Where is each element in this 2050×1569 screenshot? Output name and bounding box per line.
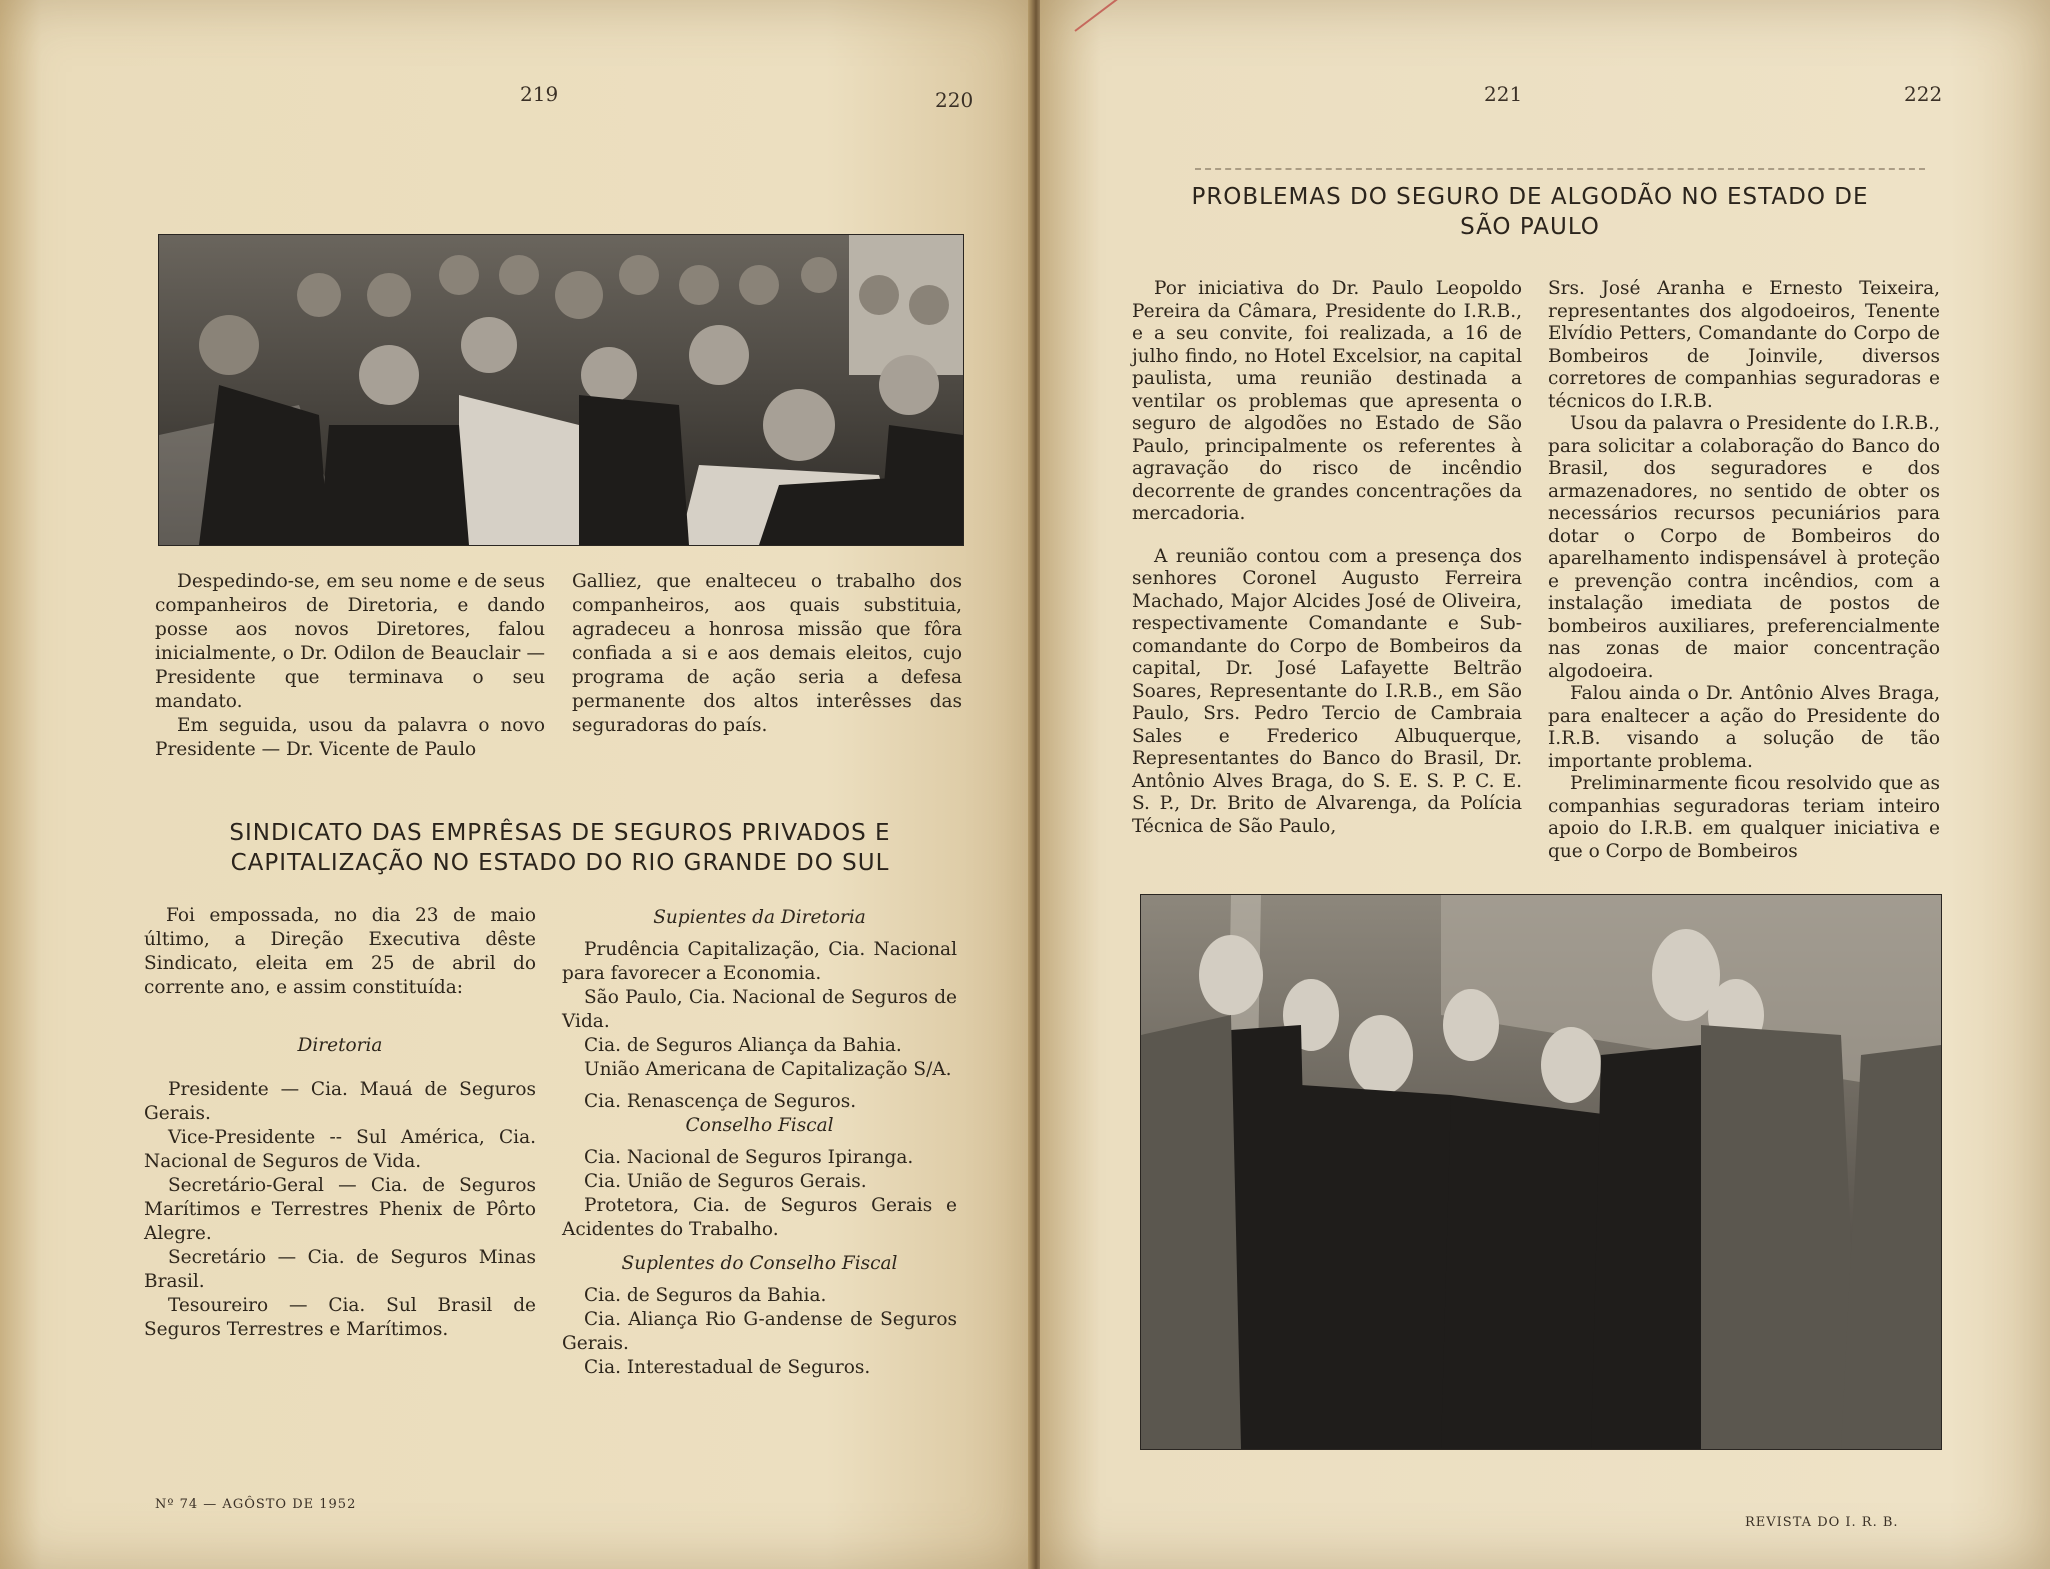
conselho-entry: Protetora, Cia. de Seguros Gerais e Acidentes do Trabalho. — [562, 1195, 957, 1240]
diretoria-entry: Secretário — Cia. de Seguros Minas Brasil. — [144, 1247, 536, 1292]
right-page — [1040, 0, 2050, 1569]
magazine-footer: REVISTA DO I. R. B. — [1745, 1515, 1899, 1530]
article-title — [1150, 182, 1910, 242]
suplentes-entry: Prudência Capitalização, Cia. Nacional para favorecer a Economia. — [562, 939, 957, 984]
suplentes-column — [562, 906, 957, 1380]
diretoria-entry: Presidente — Cia. Mauá de Seguros Gerais. — [144, 1079, 536, 1124]
conselho-fiscal-heading: Conselho Fiscal — [685, 1115, 834, 1136]
suplentes-conselho-entry: Cia. de Seguros da Bahia. — [584, 1285, 827, 1306]
diretoria-column — [144, 904, 536, 1342]
caption-column-1 — [155, 570, 545, 762]
header-dashed-rule — [1195, 168, 1925, 170]
page-number-219: 219 — [520, 82, 559, 106]
diretoria-heading: Diretoria — [297, 1035, 383, 1056]
article-paragraph: Falou ainda o Dr. Antônio Alves Braga, para enaltecer a ação do Presidente do I.R.B. visando a solução de tão importante problema. — [1548, 683, 1940, 772]
suplentes-conselho-entry: Cia. Aliança Rio G-andense de Seguros Gerais. — [562, 1309, 957, 1354]
suplentes-entry: São Paulo, Cia. Nacional de Seguros de Vida. — [562, 987, 957, 1032]
suplentes-entry: Cia. de Seguros Aliança da Bahia. — [584, 1035, 902, 1056]
caption-paragraph: Despedindo-se, em seu nome e de seus companheiros de Diretoria, e dando posse aos novos Diretores, falou inicialmente, o Dr. Odilon de Beauclair — Presidente que terminava o seu mandato. — [155, 571, 545, 712]
article-title-line2: SÃO PAULO — [1460, 214, 1600, 240]
conselho-entry: Cia. União de Seguros Gerais. — [584, 1171, 867, 1192]
sindicato-title-line2: CAPITALIZAÇÃO NO ESTADO DO RIO GRANDE DO SUL — [230, 850, 890, 876]
diretoria-entry: Secretário-Geral — Cia. de Seguros Marítimos e Terrestres Phenix de Pôrto Alegre. — [144, 1175, 536, 1244]
page-number-220: 220 — [935, 88, 974, 112]
article-title-line1: PROBLEMAS DO SEGURO DE ALGODÃO NO ESTADO DE — [1191, 184, 1869, 210]
suplentes-diretoria-heading: Supientes da Diretoria — [653, 907, 866, 928]
intro-paragraph: Foi empossada, no dia 23 de maio último, a Direção Executiva dêste Sindicato, eleita em 25 de abril do corrente ano, e assim constituída: — [144, 905, 536, 998]
conselho-entry: Cia. Nacional de Seguros Ipiranga. — [584, 1147, 914, 1168]
diretoria-entry: Tesoureiro — Cia. Sul Brasil de Seguros Terrestres e Marítimos. — [144, 1295, 536, 1340]
suplentes-conselho-heading: Suplentes do Conselho Fiscal — [621, 1253, 898, 1274]
page-number-222: 222 — [1904, 82, 1943, 106]
article-column-1 — [1132, 278, 1522, 838]
suplentes-entry: União Americana de Capitalização S/A. — [584, 1059, 952, 1080]
issue-footer: Nº 74 — AGÔSTO DE 1952 — [155, 1497, 357, 1512]
article-column-2 — [1548, 278, 1940, 863]
page-number-221: 221 — [1484, 82, 1523, 106]
caption-column-2 — [572, 570, 962, 738]
sindicato-title — [160, 818, 960, 878]
meeting-audience-photo — [158, 234, 964, 546]
diretoria-entry: Vice-Presidente -- Sul América, Cia. Nacional de Seguros de Vida. — [144, 1127, 536, 1172]
suplentes-entry: Cia. Renascença de Seguros. — [584, 1091, 857, 1112]
article-paragraph: Usou da palavra o Presidente do I.R.B., para solicitar a colaboração do Banco do Brasil, dos seguradores e dos armazenadores, no sentido de obter os necessários recursos pecuniários para dotar o Corpo de Bombeiros do aparelhamento indispensável à proteção e prevenção contra incêndios, com a instalação imediata de postos de bombeiros auxiliares, preferencialmente nas zonas de maior concentração algodoeira. — [1548, 413, 1940, 682]
officials-group-photo — [1140, 894, 1942, 1450]
suplentes-conselho-entry: Cia. Interestadual de Seguros. — [584, 1357, 871, 1378]
sindicato-title-line1: SINDICATO DAS EMPRÊSAS DE SEGUROS PRIVADOS E — [229, 820, 891, 846]
article-paragraph: Srs. José Aranha e Ernesto Teixeira, representantes dos algodoeiros, Tenente Elvídio Petters, Comandante do Corpo de Bombeiros de Joinvile, diversos corretores de companhias seguradoras e técnicos do I.R.B. — [1548, 278, 1940, 412]
caption-paragraph: Em seguida, usou da palavra o novo Presidente — Dr. Vicente de Paulo — [155, 715, 545, 760]
article-paragraph: A reunião contou com a presença dos senhores Coronel Augusto Ferreira Machado, Major Alcides José de Oliveira, respectivamente Comandante e Sub-comandante do Corpo de Bombeiros da capital, Dr. José Lafayette Beltrão Soares, Representante do I.R.B., em São Paulo, Srs. Pedro Tercio de Cambraia Sales e Frederico Albuquerque, Representantes do Banco do Brasil, Dr. Antônio Alves Braga, do S. E. S. P. C. E. S. P., Dr. Brito de Alvarenga, da Polícia Técnica de São Paulo, — [1132, 545, 1522, 837]
article-paragraph: Preliminarmente ficou resolvido que as companhias seguradoras teriam inteiro apoio do I.R.B. em qualquer iniciativa e que o Corpo de Bombeiros — [1548, 773, 1940, 862]
article-paragraph: Por iniciativa do Dr. Paulo Leopoldo Pereira da Câmara, Presidente do I.R.B., e a seu convite, foi realizada, a 16 de julho findo, no Hotel Excelsior, na capital paulista, uma reunião destinada a ventilar os problemas que apresenta o seguro de algodões no Estado de São Paulo, principalmente os referentes à agravação do risco de incêndio decorrente de grandes concentrações da mercadoria. — [1132, 278, 1522, 524]
caption-paragraph: Galliez, que enalteceu o trabalho dos companheiros, aos quais substituia, agradeceu a honrosa missão que fôra confiada a si e aos demais eleitos, cujo programa de ação seria a defesa permanente dos altos interêsses das seguradoras do país. — [572, 571, 962, 736]
